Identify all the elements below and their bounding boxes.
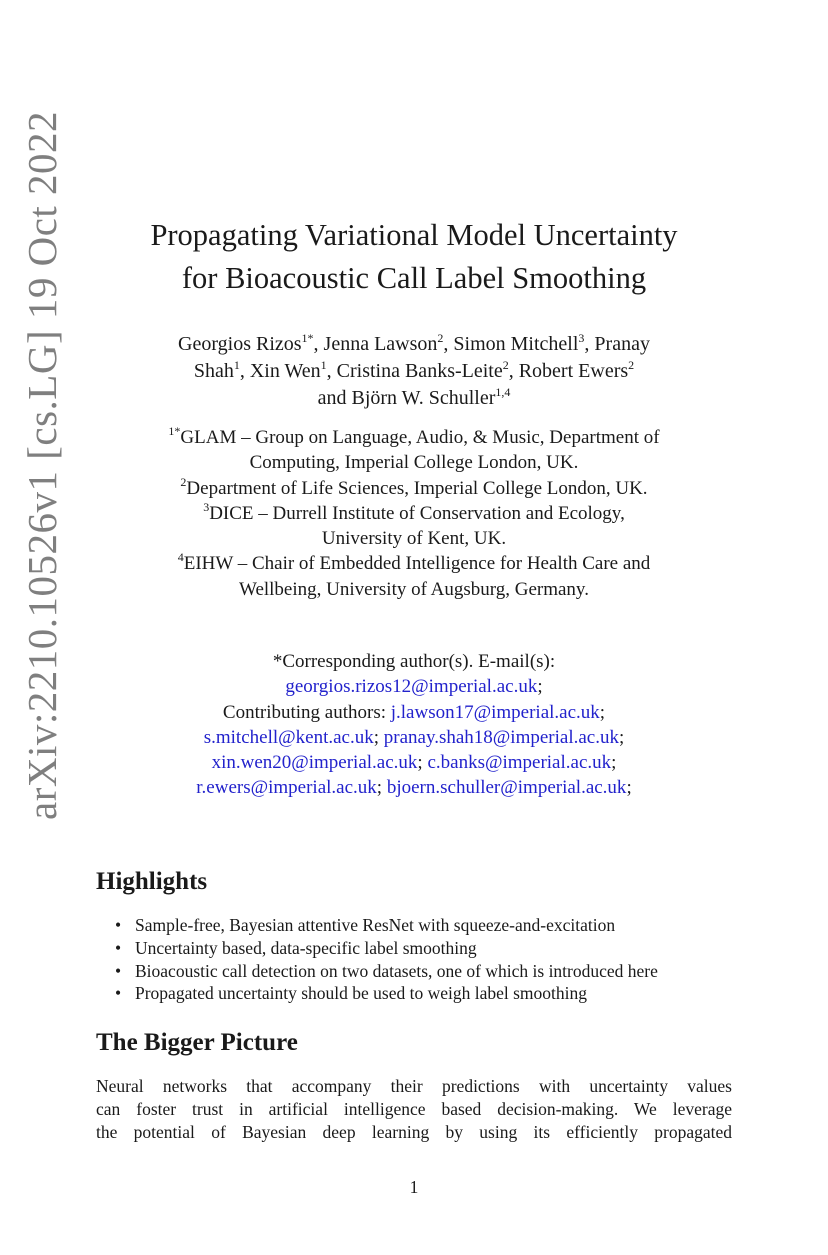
author-name: , Pranay bbox=[584, 333, 650, 355]
author-name: , Jenna Lawson bbox=[313, 333, 438, 355]
separator: ; bbox=[417, 752, 423, 774]
email-link-shah[interactable]: pranay.shah18@imperial.ac.uk bbox=[383, 726, 619, 748]
highlight-text: Sample-free, Bayesian attentive ResNet with squeeze-and-excitation bbox=[135, 915, 616, 935]
affiliation-text: EIHW – Chair of Embedded Intelligence for Health Care and bbox=[183, 553, 651, 575]
correspondence-label: *Corresponding author(s). E-mail(s): bbox=[272, 651, 556, 672]
author-affiliation-mark: 1 bbox=[233, 358, 240, 372]
email-link-lawson[interactable]: j.lawson17@imperial.ac.uk bbox=[390, 701, 600, 723]
title-line: Propagating Variational Model Uncertainty bbox=[150, 218, 678, 252]
highlight-text: Uncertainty based, data-specific label smoothing bbox=[135, 937, 477, 958]
paragraph-line: Neural networks that accompany their predictions with uncertainty values bbox=[96, 1076, 732, 1096]
affiliation-text: DICE – Durrell Institute of Conservation and Ecology, bbox=[209, 502, 625, 524]
bullet-icon: • bbox=[115, 915, 122, 935]
author-line bbox=[100, 331, 728, 358]
bigger-picture-heading: The Bigger Picture bbox=[96, 1029, 298, 1056]
email-link-rizos[interactable]: georgios.rizos12@imperial.ac.uk bbox=[285, 676, 538, 698]
list-item bbox=[113, 914, 658, 937]
author-line bbox=[100, 358, 728, 385]
affiliation-mark: 2 bbox=[180, 474, 187, 489]
bullet-icon: • bbox=[115, 960, 122, 981]
author-affiliation-mark: 1 bbox=[320, 358, 327, 372]
affiliation-line bbox=[100, 501, 728, 526]
author-affiliation-mark: 2 bbox=[437, 331, 444, 345]
email-link-mitchell[interactable]: s.mitchell@kent.ac.uk bbox=[203, 726, 374, 748]
author-name: , Xin Wen bbox=[239, 360, 321, 382]
affiliation-line: Wellbeing, University of Augsburg, Germany. bbox=[239, 578, 589, 600]
author-name: Shah bbox=[193, 360, 234, 382]
separator: ; bbox=[537, 676, 543, 698]
correspondence-line bbox=[100, 775, 728, 800]
separator: ; bbox=[611, 752, 617, 774]
affiliation-line: University of Kent, UK. bbox=[321, 528, 507, 550]
separator: ; bbox=[376, 777, 383, 799]
title-line: for Bioacoustic Call Label Smoothing bbox=[181, 261, 647, 295]
email-link-wen[interactable]: xin.wen20@imperial.ac.uk bbox=[211, 752, 418, 774]
author-line bbox=[100, 385, 728, 412]
email-link-schuller[interactable]: bjoern.schuller@imperial.ac.uk bbox=[386, 777, 627, 799]
affiliation-mark: 1* bbox=[168, 424, 181, 438]
list-item bbox=[113, 982, 658, 1005]
author-name: Georgios Rizos bbox=[178, 333, 302, 355]
correspondence-line bbox=[100, 750, 728, 775]
bigger-picture-paragraph bbox=[96, 1075, 732, 1144]
bullet-icon: • bbox=[115, 983, 122, 1004]
affiliation-line bbox=[100, 476, 728, 501]
list-item bbox=[113, 937, 658, 960]
paper-title bbox=[100, 214, 728, 300]
correspondence-line bbox=[100, 700, 728, 725]
author-name: and Björn W. Schuller bbox=[317, 387, 496, 409]
highlight-text: Propagated uncertainty should be used to weigh label smoothing bbox=[135, 983, 587, 1004]
separator: ; bbox=[626, 777, 632, 799]
author-affiliation-mark: 1* bbox=[301, 331, 314, 345]
author-affiliation-mark: 2 bbox=[502, 358, 509, 372]
author-name: , Robert Ewers bbox=[508, 360, 629, 382]
paragraph-line: the potential of Bayesian deep learning by using its efficiently propagated bbox=[96, 1122, 732, 1142]
email-link-ewers[interactable]: r.ewers@imperial.ac.uk bbox=[196, 777, 377, 799]
author-list bbox=[100, 331, 728, 412]
affiliation-text: Department of Life Sciences, Imperial College London, UK. bbox=[186, 477, 648, 499]
author-name: , Simon Mitchell bbox=[443, 333, 579, 355]
correspondence-block bbox=[100, 649, 728, 801]
contributing-label: Contributing authors: bbox=[222, 701, 391, 723]
affiliation-line bbox=[100, 425, 728, 450]
separator: ; bbox=[618, 726, 625, 748]
affiliation-mark: 3 bbox=[203, 499, 210, 514]
highlights-heading: Highlights bbox=[96, 868, 208, 895]
paragraph-line: can foster trust in artificial intelligence based decision-making. We leverage bbox=[96, 1099, 732, 1119]
affiliation-line bbox=[100, 551, 728, 576]
affiliations bbox=[100, 425, 728, 602]
correspondence-line bbox=[100, 674, 728, 699]
separator: ; bbox=[599, 701, 606, 723]
author-affiliation-mark: 1,4 bbox=[495, 385, 511, 399]
author-name: , Cristina Banks-Leite bbox=[326, 360, 503, 382]
list-item bbox=[113, 960, 658, 983]
email-link-banks-leite[interactable]: c.banks@imperial.ac.uk bbox=[427, 752, 612, 774]
author-affiliation-mark: 2 bbox=[628, 358, 635, 372]
highlight-text: Bioacoustic call detection on two datasets, one of which is introduced here bbox=[135, 960, 658, 981]
highlights-list bbox=[113, 914, 658, 1005]
page-number: 1 bbox=[409, 1177, 419, 1197]
bullet-icon: • bbox=[115, 937, 122, 958]
arxiv-identifier: arXiv:2210.10526v1 [cs.LG] 19 Oct 2022 bbox=[19, 110, 65, 820]
author-affiliation-mark: 3 bbox=[578, 331, 585, 345]
correspondence-line bbox=[100, 725, 728, 750]
affiliation-line: Computing, Imperial College London, UK. bbox=[249, 452, 579, 474]
affiliation-mark: 4 bbox=[177, 550, 184, 565]
separator: ; bbox=[373, 726, 379, 748]
affiliation-text: GLAM – Group on Language, Audio, & Music, Department of bbox=[180, 427, 660, 448]
